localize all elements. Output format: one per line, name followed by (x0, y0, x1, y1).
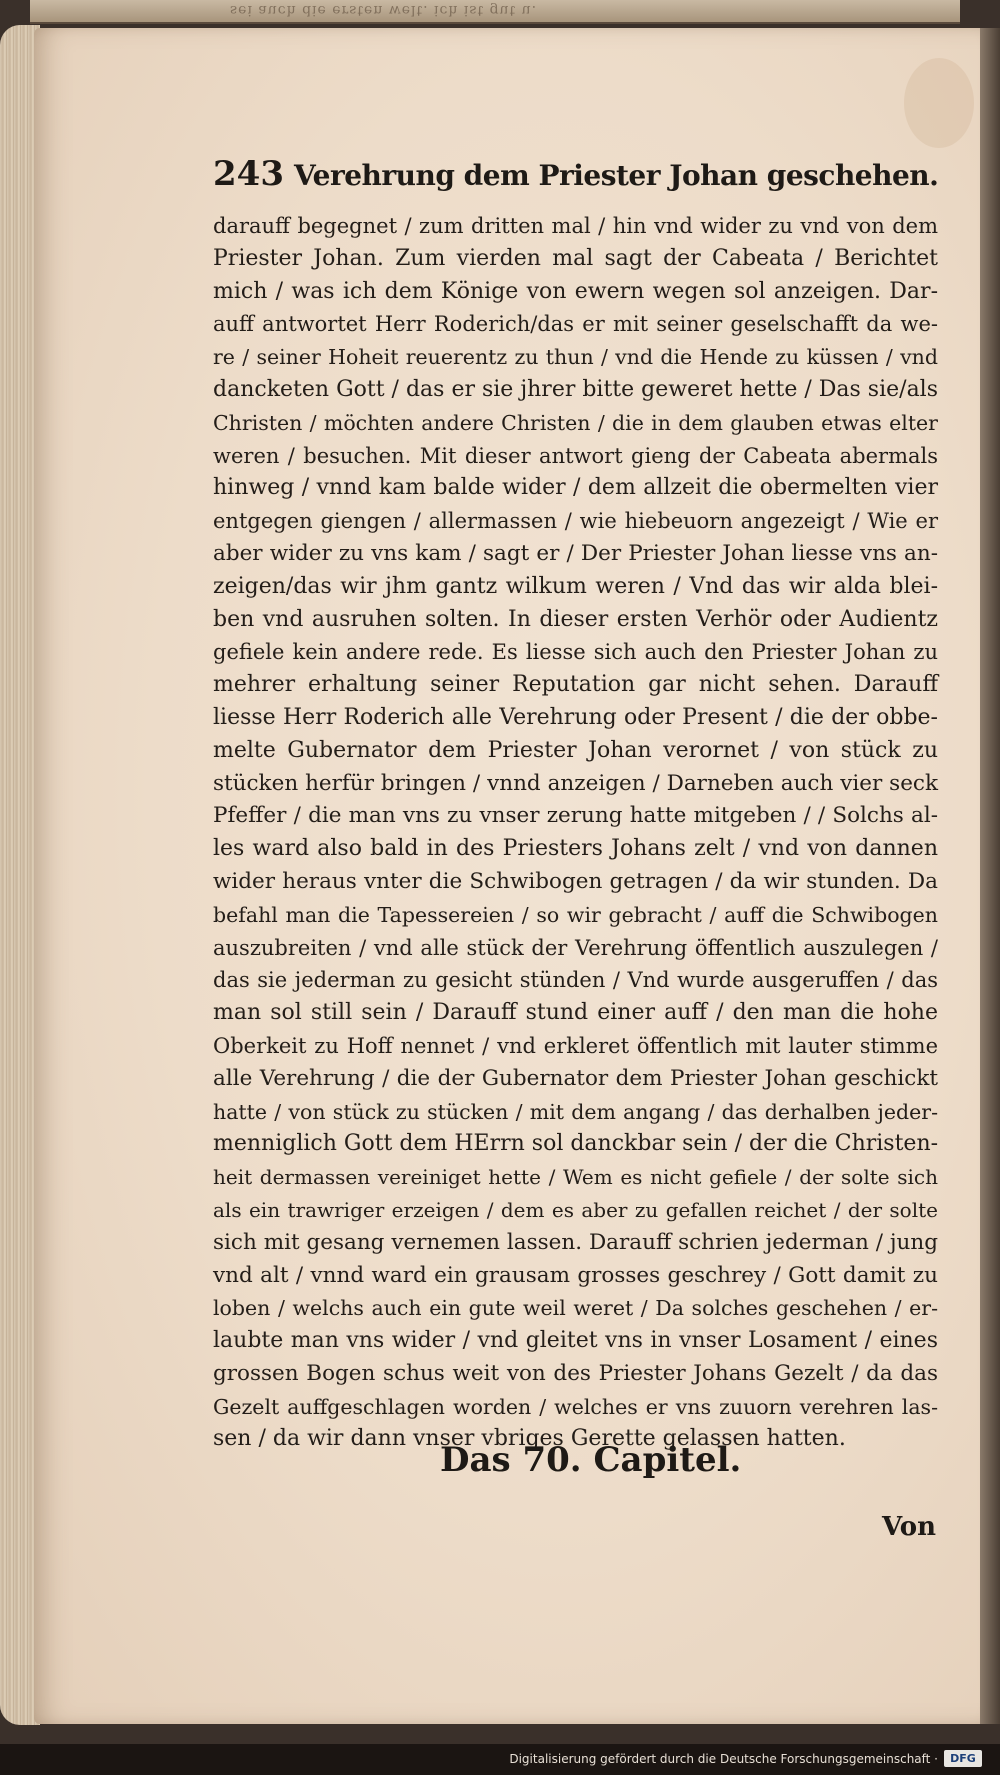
text-line: loben / welchs auch ein gute weil weret / Da solches geschehen / er- (213, 1296, 938, 1321)
text-line: ben vnd ausruhen solten. In dieser ersten Verhör oder Audientz (213, 606, 938, 632)
text-line: alle Verehrung / die der Gubernator dem Priester Johan geschickt (213, 1065, 938, 1091)
body-text (213, 210, 938, 1456)
text-line: als ein trawriger erzeigen / dem es aber zu gefallen reichet / der solte (213, 1197, 938, 1222)
text-line: Pfeffer / die man vns zu vnser zerung hatte mitgeben / / Solchs al- (213, 803, 938, 829)
text-line: auff antwortet Herr Roderich/das er mit seiner geselschafft da we- (213, 312, 938, 337)
text-line: wider heraus vnter die Schwibogen getragen / da wir stunden. Da (213, 868, 938, 894)
text-line: sich mit gesang vernemen lassen. Darauff schrien jederman / jung (213, 1229, 938, 1255)
text-line: das sie jederman zu gesicht stünden / Vnd wurde ausgeruffen / das (213, 968, 938, 993)
catchword: Von (882, 1512, 937, 1542)
text-line: entgegen giengen / allermassen / wie hiebeuorn angezeigt / Wie er (213, 509, 938, 534)
text-line: man sol still sein / Darauff stund einer auff / den man die hohe (213, 1000, 938, 1026)
text-line: zeigen/das wir jhm gantz wilkum weren / Vnd das wir alda blei- (213, 573, 938, 599)
text-line: auszubreiten / vnd alle stück der Verehrung öffentlich auszulegen / (213, 935, 938, 960)
dfg-logo: DFG (944, 1750, 982, 1767)
text-line: gefiele kein andere rede. Es liesse sich auch den Priester Johan zu (213, 640, 938, 665)
text-line: liesse Herr Roderich alle Verehrung oder Present / die der obbe- (213, 704, 938, 730)
text-line: Oberkeit zu Hoff nennet / vnd erkleret öffentlich mit lauter stimme (213, 1033, 938, 1058)
text-line: melte Gubernator dem Priester Johan verornet / von stück zu (213, 737, 938, 763)
text-line: befahl man die Tapessereien / so wir gebracht / auff die Schwibogen (213, 902, 938, 927)
text-line: aber wider zu vns kam / sagt er / Der Priester Johan liesse vns an- (213, 540, 938, 566)
text-line: Priester Johan. Zum vierden mal sagt der Cabeata / Berichtet (213, 245, 938, 271)
text-line: vnd alt / vnnd ward ein grausam grosses geschrey / Gott damit zu (213, 1262, 938, 1288)
text-line: menniglich Gott dem HErrn sol danckbar sein / der die Christen- (213, 1131, 939, 1157)
text-line: sen / da wir dann vnser vbriges Gerette gelassen hatten. (213, 1426, 846, 1452)
text-line: re / seiner Hoheit reuerentz zu thun / vnd die Hende zu küssen / vnd (213, 345, 938, 370)
book-right-edge (980, 28, 1000, 1724)
text-line: mich / was ich dem Könige von ewern wegen sol anzeigen. Dar- (213, 278, 938, 304)
page-number: 243 (213, 154, 284, 194)
page-header (213, 154, 939, 194)
text-line: hatte / von stück zu stücken / mit dem angang / das derhalben jeder- (213, 1099, 938, 1124)
footer-bar (0, 1744, 1000, 1775)
text-line: heit dermassen vereiniget hette / Wem es nicht gefiele / der solte sich (213, 1165, 938, 1190)
text-line: hinweg / vnnd kam balde wider / dem allzeit die obermelten vier (213, 475, 938, 501)
text-line: les ward also bald in des Priesters Johans zelt / vnd von dannen (213, 836, 938, 862)
previous-page-strip (30, 0, 960, 24)
text-line: mehrer erhaltung seiner Reputation gar nicht sehen. Darauff (213, 672, 938, 698)
text-line: grossen Bogen schus weit von des Priester Johans Gezelt / da das (213, 1360, 938, 1386)
text-line: Gezelt auffgeschlagen worden / welches er vns zuuorn verehren las- (213, 1394, 938, 1419)
text-line: stücken herfür bringen / vnnd anzeigen / Darneben auch vier seck (213, 770, 938, 796)
text-line: dancketen Gott / das er sie jhrer bitte geweret hette / Das sie/als (213, 376, 939, 402)
text-line: weren / besuchen. Mit dieser antwort gieng der Cabeata abermals (213, 443, 938, 468)
chapter-heading: Das 70. Capitel. (440, 1440, 742, 1480)
previous-page-text: sei auch die ersten welt. ich ist gut u. (230, 2, 538, 18)
running-title: Verehrung dem Priester Johan geschehen. (293, 159, 939, 192)
text-line: laubte man vns wider / vnd gleitet vns in vnser Losament / eines (213, 1328, 938, 1354)
text-line: darauff begegnet / zum dritten mal / hin vnd wider zu vnd von dem (213, 214, 938, 238)
text-line: Christen / möchten andere Christen / die in dem glauben etwas elter (213, 410, 938, 435)
funding-credit: Digitalisierung gefördert durch die Deutsche Forschungsgemeinschaft · (509, 1752, 938, 1766)
